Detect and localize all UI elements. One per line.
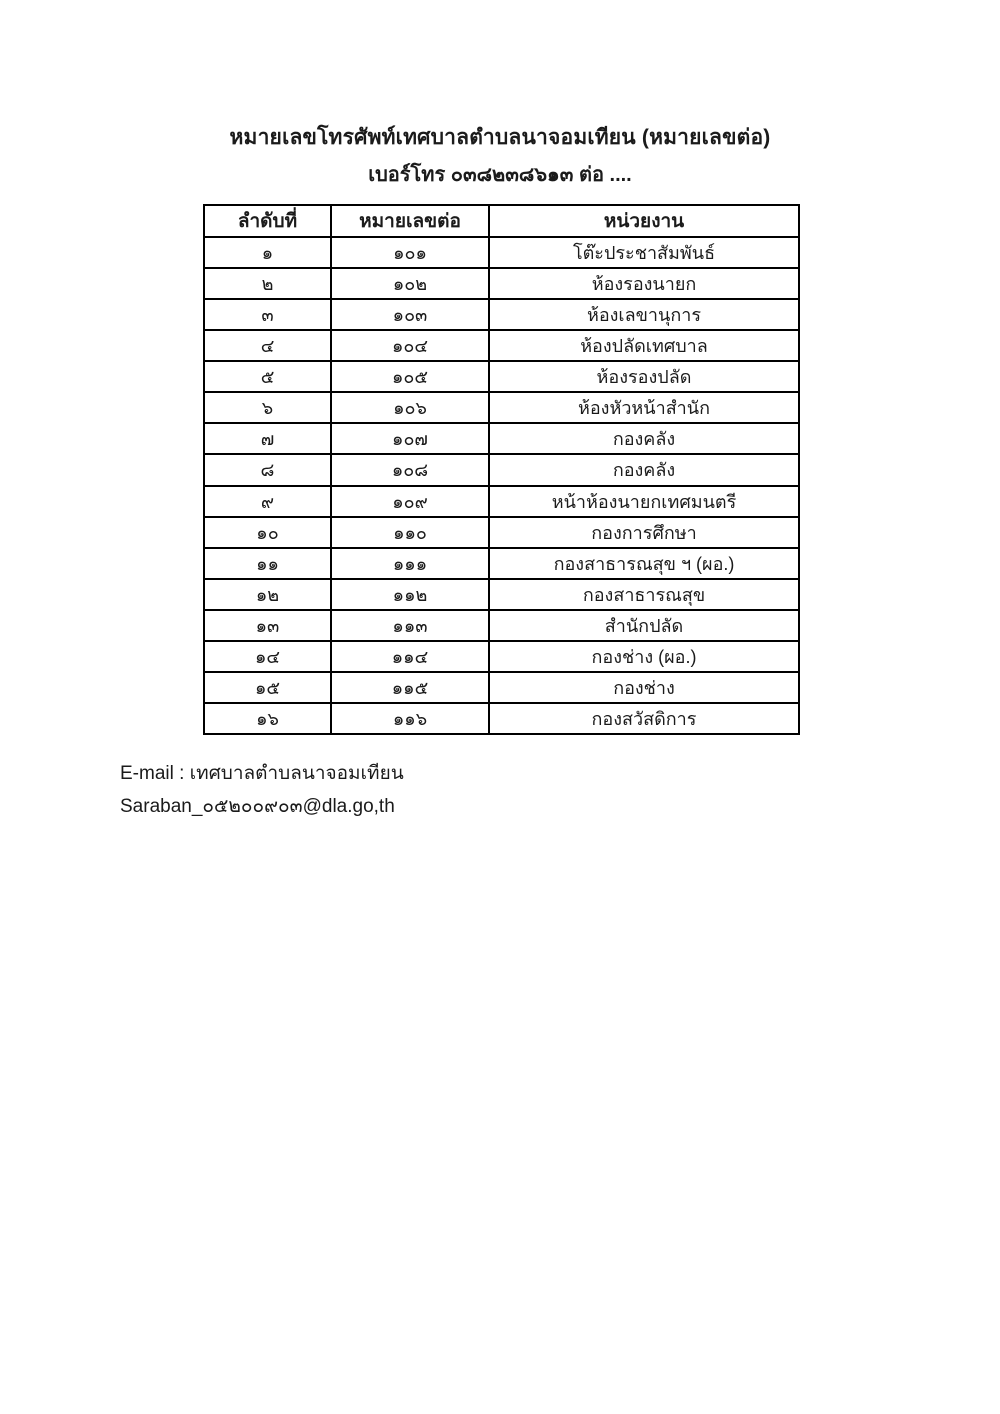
row-number-cell: ๑๓ (204, 610, 331, 641)
table-row (204, 454, 799, 485)
row-number-cell: ๕ (204, 361, 331, 392)
extension-cell: ๑๑๒ (331, 579, 489, 610)
row-number-cell: ๑ (204, 237, 331, 268)
department-cell: กองสวัสดิการ (489, 703, 799, 734)
table-row (204, 641, 799, 672)
extension-cell: ๑๑๔ (331, 641, 489, 672)
extension-cell: ๑๑๖ (331, 703, 489, 734)
table-row (204, 703, 799, 734)
department-cell: ห้องรองนายก (489, 268, 799, 299)
row-number-cell: ๑๕ (204, 672, 331, 703)
header-extension: หมายเลขต่อ (331, 205, 489, 237)
department-cell: สำนักปลัด (489, 610, 799, 641)
row-number-cell: ๒ (204, 268, 331, 299)
email-address: Saraban_๐๕๒๐๐๙๐๓@dla.go,th (120, 796, 395, 817)
row-number-cell: ๑๖ (204, 703, 331, 734)
table-row (204, 610, 799, 641)
extension-cell: ๑๑๕ (331, 672, 489, 703)
extension-cell: ๑๐๒ (331, 268, 489, 299)
department-cell: กองคลัง (489, 454, 799, 485)
row-number-cell: ๖ (204, 392, 331, 423)
table-row (204, 237, 799, 268)
department-cell: กองช่าง (489, 672, 799, 703)
row-number-cell: ๙ (204, 486, 331, 517)
header-row-number: ลำดับที่ (204, 205, 331, 237)
department-cell: กองสาธารณสุข ฯ (ผอ.) (489, 548, 799, 579)
department-cell: ห้องรองปลัด (489, 361, 799, 392)
department-cell: กองสาธารณสุข (489, 579, 799, 610)
email-label: E-mail : เทศบาลตำบลนาจอมเทียน (120, 763, 404, 784)
department-cell: กองช่าง (ผอ.) (489, 641, 799, 672)
table-row (204, 299, 799, 330)
extension-table-body (204, 237, 799, 734)
extension-cell: ๑๐๓ (331, 299, 489, 330)
email-block (120, 757, 404, 823)
table-row (204, 579, 799, 610)
page-title: หมายเลขโทรศัพท์เทศบาลตำบลนาจอมเทียน (หมายเลขต่อ) (229, 126, 771, 149)
department-cell: หน้าห้องนายกเทศมนตรี (489, 486, 799, 517)
extension-cell: ๑๑๑ (331, 548, 489, 579)
extension-cell: ๑๐๔ (331, 330, 489, 361)
table-row (204, 517, 799, 548)
header-row (204, 205, 799, 237)
department-cell: กองการศึกษา (489, 517, 799, 548)
table-row (204, 268, 799, 299)
extension-table-header (204, 205, 799, 237)
table-row (204, 486, 799, 517)
header-department: หน่วยงาน (489, 205, 799, 237)
extension-cell: ๑๐๕ (331, 361, 489, 392)
phone-number-line: เบอร์โทร ๐๓๘๒๓๘๖๑๓ ต่อ .... (368, 164, 632, 186)
table-row (204, 361, 799, 392)
table-row (204, 392, 799, 423)
department-cell: ห้องปลัดเทศบาล (489, 330, 799, 361)
department-cell: โต๊ะประชาสัมพันธ์ (489, 237, 799, 268)
table-row (204, 423, 799, 454)
department-cell: กองคลัง (489, 423, 799, 454)
row-number-cell: ๑๑ (204, 548, 331, 579)
table-row (204, 548, 799, 579)
table-row (204, 672, 799, 703)
extension-cell: ๑๑๐ (331, 517, 489, 548)
department-cell: ห้องเลขานุการ (489, 299, 799, 330)
table-row (204, 330, 799, 361)
extension-cell: ๑๐๖ (331, 392, 489, 423)
extension-cell: ๑๐๑ (331, 237, 489, 268)
row-number-cell: ๓ (204, 299, 331, 330)
extension-cell: ๑๐๙ (331, 486, 489, 517)
extension-cell: ๑๐๘ (331, 454, 489, 485)
row-number-cell: ๑๒ (204, 579, 331, 610)
extension-cell: ๑๐๗ (331, 423, 489, 454)
row-number-cell: ๘ (204, 454, 331, 485)
extension-table (203, 204, 800, 735)
row-number-cell: ๑๐ (204, 517, 331, 548)
extension-cell: ๑๑๓ (331, 610, 489, 641)
row-number-cell: ๗ (204, 423, 331, 454)
row-number-cell: ๔ (204, 330, 331, 361)
department-cell: ห้องหัวหน้าสำนัก (489, 392, 799, 423)
row-number-cell: ๑๔ (204, 641, 331, 672)
